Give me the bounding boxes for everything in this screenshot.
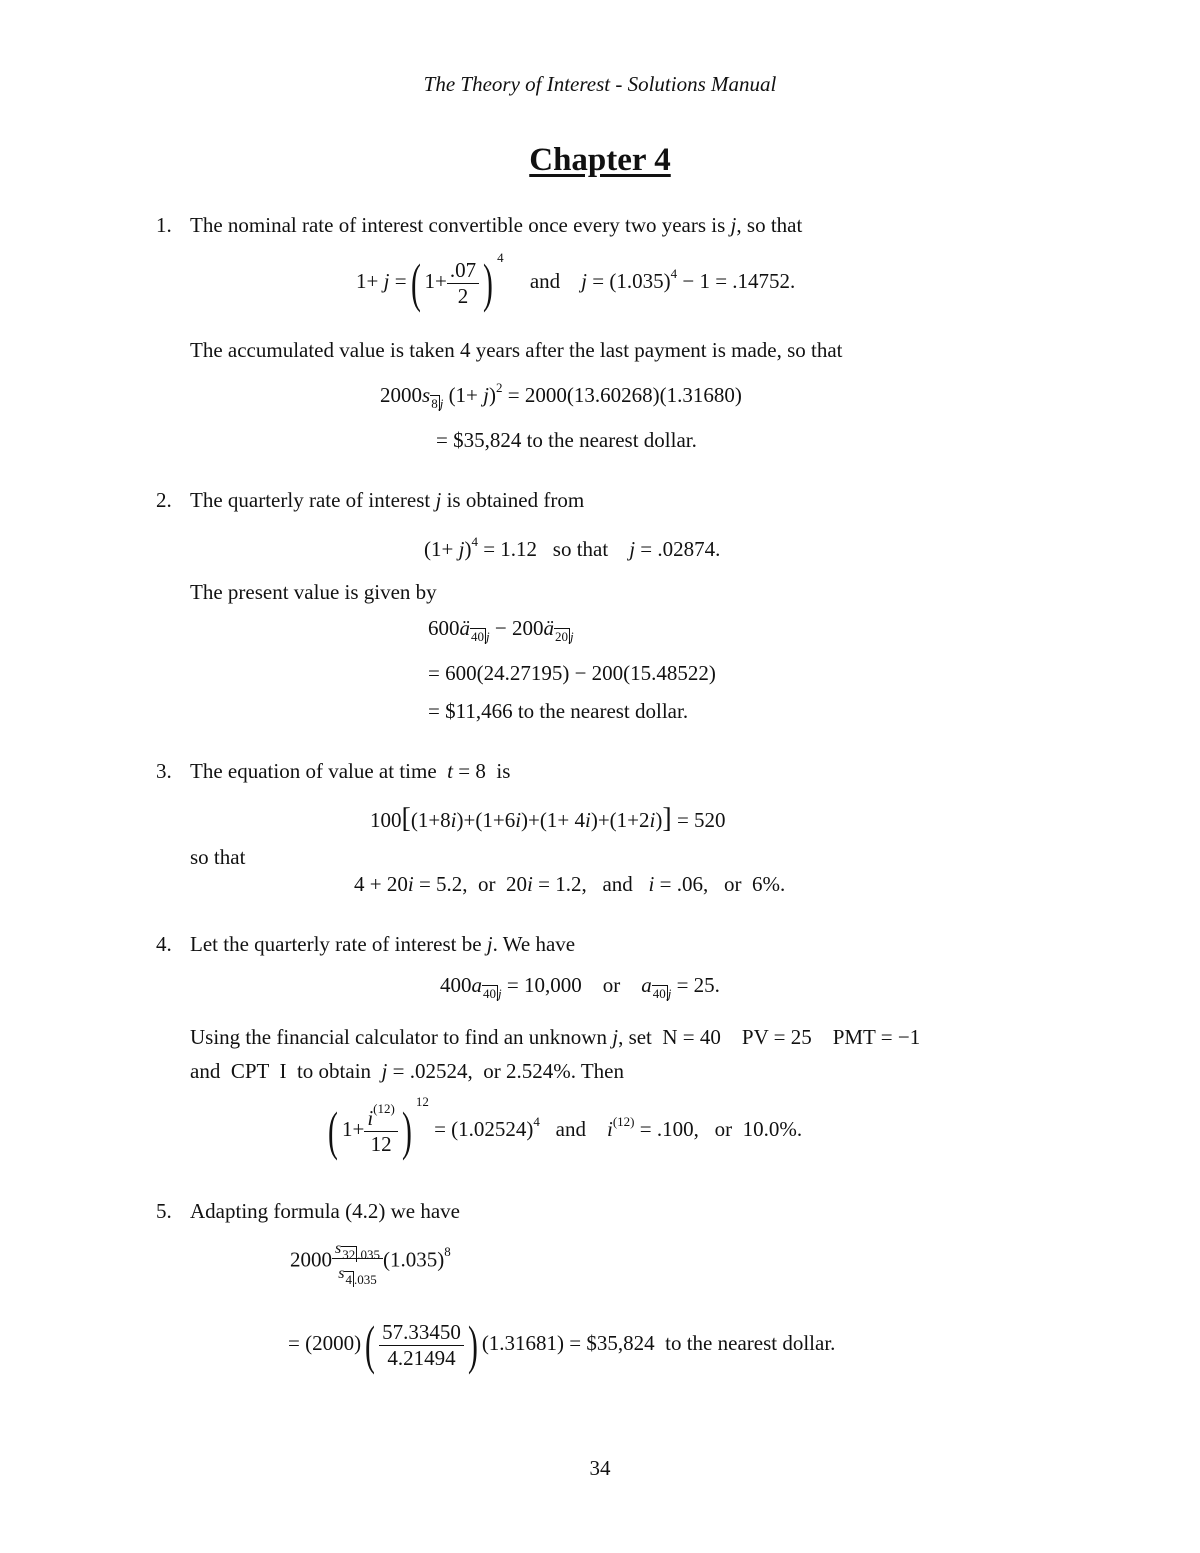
running-header: The Theory of Interest - Solutions Manual (423, 72, 777, 96)
equation: ( 1+ $\frac{i^{(12)}}{12}$ ) $^{12} = (1.02524)^4$ and $i^{(12)} = .100$, or 10.0%. (328, 1093, 803, 1161)
equation: = 600(24.27195) − 200(15.48522) (428, 661, 716, 685)
problem-text: The present value is given by (190, 580, 437, 604)
problem-number: 1. (156, 213, 172, 237)
equation: 2000 $\frac{s_{32 .035}}{s_{4 .035}}$ $(1.035)^8$ (290, 1240, 451, 1287)
problem-text: The nominal rate of interest convertible once every two years is j, so that (190, 213, 803, 237)
page-number: 34 (589, 1456, 611, 1480)
problem-text: The accumulated value is taken 4 years after the last payment is made, so that (190, 338, 843, 362)
equation: $(1+ j)^4 = 1.12$ so that j = .02874. (424, 534, 721, 561)
problem-text: Adapting formula (4.2) we have (190, 1199, 460, 1223)
equation: 4 + 20i = 5.2, or 20i = 1.2, and i = .06, or 6%. (354, 872, 786, 896)
problem-text: Using the financial calculator to find an unknown j, set N = 40 PV = 25 PMT = −1 (190, 1025, 921, 1049)
problem-text: The equation of value at time t = 8 is (190, 759, 511, 783)
equation: = $11,466 to the nearest dollar. (428, 699, 689, 723)
chapter-title: Chapter 4 (529, 142, 671, 178)
problem-text: Let the quarterly rate of interest be j. We have (190, 932, 576, 956)
equation: = $35,824 to the nearest dollar. (436, 428, 697, 452)
equation: 1+ j =( 1+ $\frac{.07}{2}$ ) $^4$ and $j = (1.035)^4 - 1 = .14752$. (356, 249, 796, 313)
equation: $600ä_{40 j}$ − $200ä_{20 j}$ (428, 616, 574, 644)
problem-text: so that (190, 845, 246, 869)
equation: 100[(1+8i)+(1+6i)+(1+ 4i)+(1+2i)] = 520 (370, 803, 726, 834)
problem-number: 5. (156, 1199, 172, 1223)
problem-number: 4. (156, 932, 172, 956)
equation: = (2000)( $\frac{57.33450}{4.21494}$ ) (1.31681) = $35,824 to the nearest dollar. (288, 1315, 836, 1375)
problem-text: The quarterly rate of interest j is obtained from (190, 488, 585, 512)
equation: $400a_{40 j} = 10,000$ or $a_{40 j} = 25$. (440, 973, 720, 1001)
equation: $2000s_{8 j}$ $(1+ j)^2 = 2000(13.60268)(1.31680)$ (380, 380, 742, 411)
problem-number: 2. (156, 488, 172, 512)
problem-number: 3. (156, 759, 172, 783)
problem-text: and CPT I to obtain j = .02524, or 2.524%. Then (190, 1059, 624, 1083)
